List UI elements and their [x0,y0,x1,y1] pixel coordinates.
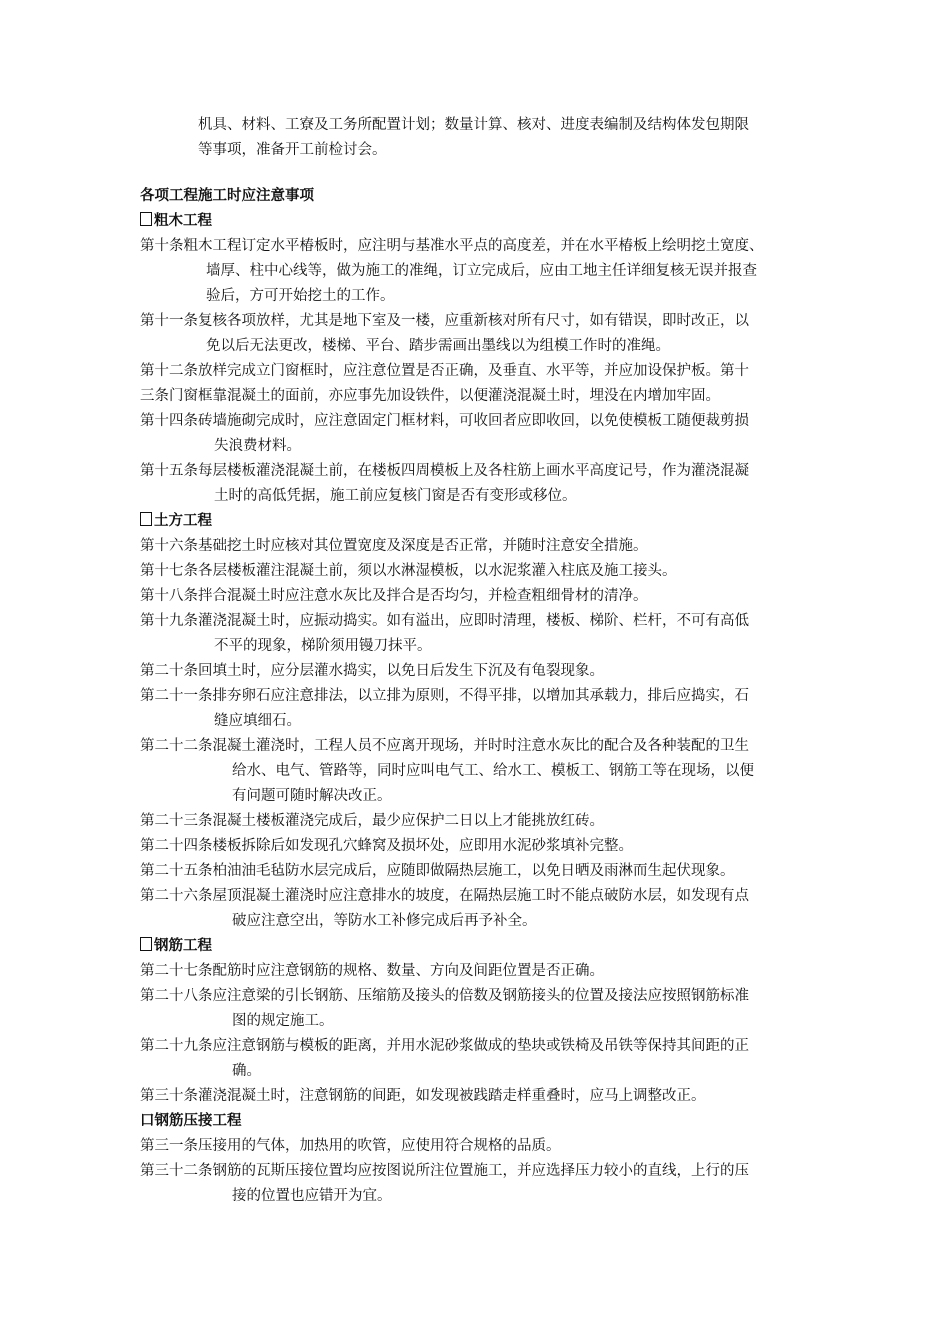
article-paragraph [140,809,840,834]
article-line: 给水、电气、管路等，同时应叫电气工、给水工、模板工、钢筋工等在现场，以便 [232,763,754,779]
article-line: 第三十二条钢筋的瓦斯压接位置均应按图说所注位置施工，并应选择压力较小的直线，上行的压 [140,1163,749,1179]
document-body [140,184,840,1209]
article-line: 第二十七条配筋时应注意钢筋的规格、数量、方向及间距位置是否正确。 [140,963,604,979]
article-paragraph [140,1084,840,1109]
article-paragraph [140,659,840,684]
intro-paragraph [198,113,838,163]
article-line: 三条门窗框靠混凝土的面前，亦应事先加设铁件，以便灌浇混凝土时，埋没在内增加牢固。 [140,388,720,404]
article-line: 第十七条各层楼板灌注混凝土前，须以水淋湿模板，以水泥浆灌入柱底及施工接头。 [140,563,677,579]
article-paragraph [140,684,840,734]
article-paragraph [140,834,840,859]
article-line: 第二十六条屋顶混凝土灌浇时应注意排水的坡度，在隔热层施工时不能点破防水层，如发现有点 [140,888,749,904]
article-paragraph [140,534,840,559]
article-line: 土时的高低凭据，施工前应复核门窗是否有变形或移位。 [214,488,577,504]
article-line: 有问题可随时解决改正。 [232,788,392,804]
article-line: 墙厚、柱中心线等，做为施工的准绳，订立完成后，应由工地主任详细复核无误并报查 [206,263,757,279]
article-line: 第二十条回填土时，应分层灌水捣实，以免日后发生下沉及有龟裂现象。 [140,663,604,679]
article-line: 第十五条每层楼板灌浇混凝土前，在楼板四周模板上及各柱筋上画水平高度记号，作为灌浇混凝 [140,463,749,479]
article-line: 第十一条复核各项放样，尤其是地下室及一楼，应重新核对所有尺寸，如有错误，即时改正，以 [140,313,749,329]
section-title [140,209,840,234]
section-title-text: 土方工程 [154,513,212,529]
article-line: 第二十四条楼板拆除后如发现孔穴蜂窝及损坏处，应即用水泥砂浆填补完整。 [140,838,633,854]
article-line: 第十条粗木工程订定水平椿板时，应注明与基准水平点的高度差，并在水平椿板上绘明挖土宽度、 [140,238,764,254]
article-paragraph [140,234,840,309]
article-line: 第十二条放样完成立门窗框时，应注意位置是否正确，及垂直、水平等，并应加设保护板。第十 [140,363,749,379]
article-line: 第十四条砖墙施砌完成时，应注意固定门框材料，可收回者应即收回，以免使模板工随便裁剪损 [140,413,749,429]
article-line: 第二十五条柏油油毛毡防水层完成后，应随即做隔热层施工，以免日晒及雨淋而生起伏现象。 [140,863,735,879]
article-line: 失浪费材料。 [214,438,301,454]
intro-line: 机具、材料、工寮及工务所配置计划；数量计算、核对、进度表编制及结构体发包期限 [198,117,749,133]
page-heading: 各项工程施工时应注意事项 [140,188,314,204]
article-line: 第二十一条排夯卵石应注意排法，以立排为原则，不得平排，以增加其承载力，排后应捣实，石 [140,688,749,704]
article-line: 免以后无法更改，楼梯、平台、踏步需画出墨线以为组模工作时的准绳。 [206,338,670,354]
article-line: 第三十条灌浇混凝土时，注意钢筋的间距，如发现被践踏走样重叠时，应马上调整改正。 [140,1088,706,1104]
article-line: 破应注意空出，等防水工补修完成后再予补全。 [232,913,537,929]
article-paragraph [140,959,840,984]
article-paragraph [140,1034,840,1084]
article-paragraph [140,309,840,359]
article-paragraph [140,459,840,509]
article-line: 缝应填细石。 [214,713,301,729]
article-line: 第二十八条应注意梁的引长钢筋、压缩筋及接头的倍数及钢筋接头的位置及接法应按照钢筋标准 [140,988,749,1004]
article-paragraph [140,1134,840,1159]
article-line: 第十六条基础挖土时应核对其位置宽度及深度是否正常，并随时注意安全措施。 [140,538,648,554]
section-title [140,1109,840,1134]
article-paragraph [140,734,840,809]
section-marker: 口 [140,1113,155,1129]
article-line: 第二十三条混凝土楼板灌浇完成后，最少应保护二日以上才能挑放红砖。 [140,813,604,829]
article-line: 接的位置也应错开为宜。 [232,1188,392,1204]
checkbox-square-icon [140,212,152,226]
article-paragraph [140,359,840,409]
checkbox-square-icon [140,512,152,526]
article-line: 第二十二条混凝土灌浇时，工程人员不应离开现场，并时时注意水灰比的配合及各种装配的卫生 [140,738,749,754]
article-paragraph [140,409,840,459]
article-paragraph [140,584,840,609]
article-paragraph [140,1159,840,1209]
section-title-text: 钢筋压接工程 [154,1113,242,1129]
article-line: 第十八条拌合混凝土时应注意水灰比及拌合是否均匀，并检查粗细骨材的清净。 [140,588,648,604]
article-line: 验后，方可开始挖土的工作。 [206,288,395,304]
section-title-text: 钢筋工程 [154,938,212,954]
article-paragraph [140,859,840,884]
article-line: 图的规定施工。 [232,1013,334,1029]
section-title [140,934,840,959]
article-paragraph [140,984,840,1034]
article-line: 第十九条灌浇混凝土时，应振动捣实。如有溢出，应即时清理，楼板、梯阶、栏杆，不可有高低 [140,613,749,629]
intro-line: 等事项，准备开工前检讨会。 [198,142,387,158]
article-line: 确。 [232,1063,261,1079]
article-line: 不平的现象，梯阶须用镘刀抹平。 [214,638,432,654]
section-title-text: 粗木工程 [154,213,212,229]
article-paragraph [140,609,840,659]
section-title [140,509,840,534]
article-line: 第二十九条应注意钢筋与模板的距离，并用水泥砂浆做成的垫块或铁椅及吊铁等保持其间距的正 [140,1038,749,1054]
article-line: 第三一条压接用的气体，加热用的吹管，应使用符合规格的品质。 [140,1138,561,1154]
checkbox-square-icon [140,937,152,951]
article-paragraph [140,884,840,934]
article-paragraph [140,559,840,584]
